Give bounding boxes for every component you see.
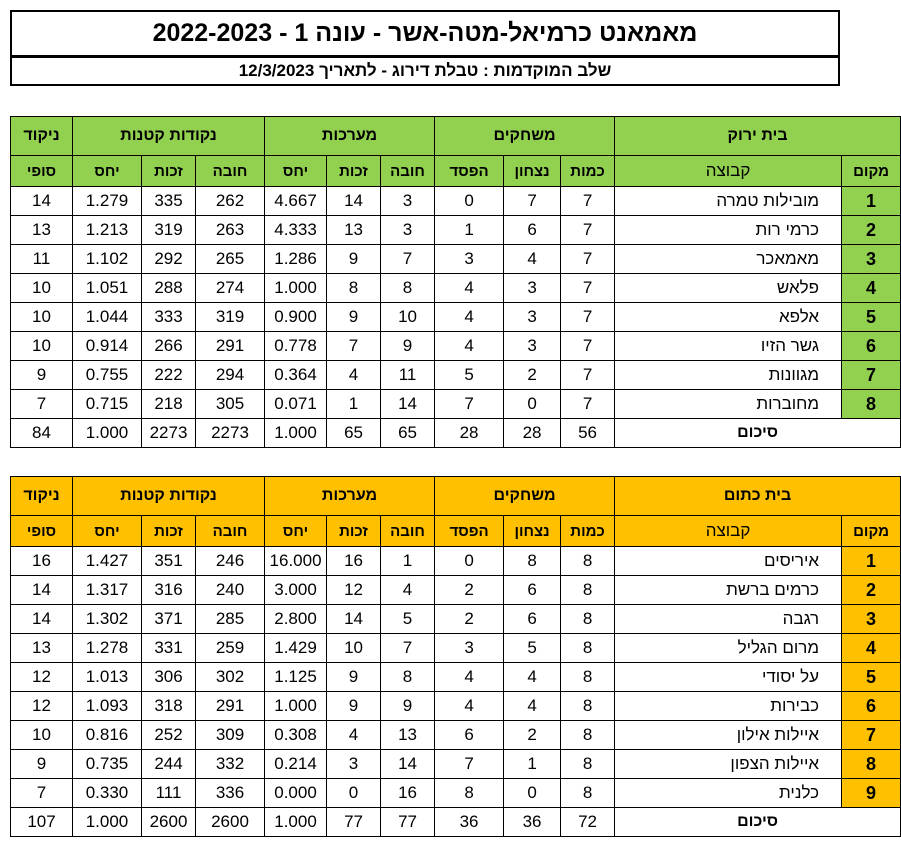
- team-name-cell: איריסים: [615, 547, 842, 576]
- points-lost-cell: 262: [196, 187, 265, 216]
- points-lost-cell: 259: [196, 634, 265, 663]
- points-ratio-header: יחס: [73, 516, 142, 547]
- small-points-header: נקודות קטנות: [73, 117, 265, 156]
- sets-ratio-cell: 0.000: [265, 779, 327, 808]
- sets-won-cell: 9: [327, 245, 381, 274]
- table-row: [11, 187, 901, 216]
- summary-sets-lost-cell: 65: [381, 419, 435, 448]
- losses-header: הפסד: [435, 516, 504, 547]
- sets-ratio-header: יחס: [265, 156, 327, 187]
- points-lost-cell: 285: [196, 605, 265, 634]
- played-cell: 7: [561, 332, 615, 361]
- table-row: [11, 721, 901, 750]
- wins-cell: 6: [504, 576, 561, 605]
- sets-ratio-cell: 0.778: [265, 332, 327, 361]
- points-won-cell: 244: [142, 750, 196, 779]
- points-won-cell: 218: [142, 390, 196, 419]
- summary-win-cell: 36: [504, 808, 561, 837]
- points-won-header: זכות: [142, 516, 196, 547]
- final-score-cell: 14: [11, 576, 73, 605]
- sets-ratio-cell: 0.214: [265, 750, 327, 779]
- rank-cell: 3: [842, 245, 901, 274]
- points-lost-cell: 240: [196, 576, 265, 605]
- sets-won-cell: 10: [327, 634, 381, 663]
- points-won-cell: 266: [142, 332, 196, 361]
- page-title: מאמאנט כרמיאל-מטה-אשר - עונה 1 - 2022-2023: [10, 10, 840, 57]
- points-ratio-cell: 0.715: [73, 390, 142, 419]
- table-row: [11, 274, 901, 303]
- summary-sets-won-cell: 65: [327, 419, 381, 448]
- played-header: כמות: [561, 156, 615, 187]
- losses-cell: 0: [435, 187, 504, 216]
- played-cell: 8: [561, 663, 615, 692]
- sets-ratio-cell: 1.000: [265, 274, 327, 303]
- sets-lost-cell: 3: [381, 216, 435, 245]
- points-ratio-cell: 1.213: [73, 216, 142, 245]
- summary-sets-ratio-cell: 1.000: [265, 808, 327, 837]
- wins-cell: 3: [504, 332, 561, 361]
- points-lost-cell: 294: [196, 361, 265, 390]
- sets-won-cell: 4: [327, 361, 381, 390]
- played-cell: 8: [561, 779, 615, 808]
- final-score-cell: 11: [11, 245, 73, 274]
- played-cell: 8: [561, 634, 615, 663]
- losses-cell: 3: [435, 634, 504, 663]
- wins-cell: 4: [504, 663, 561, 692]
- sets-lost-cell: 9: [381, 692, 435, 721]
- rank-cell: 4: [842, 634, 901, 663]
- sets-won-cell: 1: [327, 390, 381, 419]
- wins-cell: 6: [504, 216, 561, 245]
- team-name-cell: מובילות טמרה: [615, 187, 842, 216]
- points-won-cell: 288: [142, 274, 196, 303]
- played-cell: 8: [561, 547, 615, 576]
- sets-won-cell: 14: [327, 605, 381, 634]
- team-header: קבוצה: [615, 516, 842, 547]
- losses-cell: 4: [435, 303, 504, 332]
- played-cell: 7: [561, 390, 615, 419]
- summary-loss-cell: 28: [435, 419, 504, 448]
- played-cell: 7: [561, 245, 615, 274]
- sets-won-cell: 4: [327, 721, 381, 750]
- losses-cell: 2: [435, 576, 504, 605]
- summary-final-cell: 107: [11, 808, 73, 837]
- rank-cell: 7: [842, 721, 901, 750]
- points-ratio-cell: 1.302: [73, 605, 142, 634]
- table-row: [11, 779, 901, 808]
- final-score-cell: 10: [11, 274, 73, 303]
- points-ratio-cell: 1.279: [73, 187, 142, 216]
- points-won-cell: 252: [142, 721, 196, 750]
- points-lost-cell: 319: [196, 303, 265, 332]
- team-name-cell: על יסודי: [615, 663, 842, 692]
- small-points-header: נקודות קטנות: [73, 477, 265, 516]
- losses-header: הפסד: [435, 156, 504, 187]
- losses-cell: 0: [435, 547, 504, 576]
- played-header: כמות: [561, 516, 615, 547]
- summary-loss-cell: 36: [435, 808, 504, 837]
- sets-ratio-cell: 2.800: [265, 605, 327, 634]
- sets-lost-cell: 3: [381, 187, 435, 216]
- sets-lost-cell: 9: [381, 332, 435, 361]
- place-header: מקום: [842, 156, 901, 187]
- final-score-cell: 7: [11, 779, 73, 808]
- sets-lost-cell: 7: [381, 634, 435, 663]
- wins-cell: 8: [504, 547, 561, 576]
- sets-won-cell: 9: [327, 303, 381, 332]
- subheader-row: [11, 516, 901, 547]
- summary-played-cell: 56: [561, 419, 615, 448]
- summary-pts-ratio-cell: 1.000: [73, 419, 142, 448]
- summary-row: [11, 808, 901, 837]
- sets-lost-header: חובה: [381, 156, 435, 187]
- final-score-cell: 16: [11, 547, 73, 576]
- subheader-row: [11, 156, 901, 187]
- sets-won-cell: 8: [327, 274, 381, 303]
- wins-cell: 4: [504, 692, 561, 721]
- team-name-cell: כלנית: [615, 779, 842, 808]
- table-row: [11, 547, 901, 576]
- sets-ratio-cell: 0.071: [265, 390, 327, 419]
- team-name-cell: אלפא: [615, 303, 842, 332]
- points-lost-cell: 263: [196, 216, 265, 245]
- losses-cell: 5: [435, 361, 504, 390]
- points-ratio-cell: 0.816: [73, 721, 142, 750]
- table-row: [11, 245, 901, 274]
- sets-ratio-cell: 4.333: [265, 216, 327, 245]
- final-score-cell: 14: [11, 187, 73, 216]
- final-score-cell: 10: [11, 721, 73, 750]
- sets-ratio-cell: 4.667: [265, 187, 327, 216]
- played-cell: 7: [561, 303, 615, 332]
- team-name-cell: כרמי רות: [615, 216, 842, 245]
- points-ratio-cell: 0.914: [73, 332, 142, 361]
- points-ratio-cell: 1.278: [73, 634, 142, 663]
- losses-cell: 3: [435, 245, 504, 274]
- played-cell: 7: [561, 274, 615, 303]
- sets-ratio-cell: 1.000: [265, 692, 327, 721]
- played-cell: 8: [561, 750, 615, 779]
- header-row: [11, 117, 901, 156]
- summary-played-cell: 72: [561, 808, 615, 837]
- losses-cell: 8: [435, 779, 504, 808]
- final-score-cell: 12: [11, 692, 73, 721]
- played-cell: 7: [561, 361, 615, 390]
- sets-won-cell: 16: [327, 547, 381, 576]
- points-won-cell: 306: [142, 663, 196, 692]
- wins-cell: 3: [504, 274, 561, 303]
- sets-lost-cell: 4: [381, 576, 435, 605]
- final-score-header: ניקוד: [11, 477, 73, 516]
- summary-win-cell: 28: [504, 419, 561, 448]
- final-score-cell: 13: [11, 216, 73, 245]
- rank-cell: 2: [842, 216, 901, 245]
- summary-label: סיכום: [615, 808, 901, 837]
- sets-ratio-cell: 1.429: [265, 634, 327, 663]
- played-cell: 7: [561, 187, 615, 216]
- summary-sets-ratio-cell: 1.000: [265, 419, 327, 448]
- team-name-cell: מחוברות: [615, 390, 842, 419]
- table-row: [11, 303, 901, 332]
- rank-cell: 6: [842, 332, 901, 361]
- points-lost-cell: 302: [196, 663, 265, 692]
- points-lost-cell: 291: [196, 332, 265, 361]
- final-score-cell: 10: [11, 303, 73, 332]
- rank-cell: 8: [842, 750, 901, 779]
- summary-pts-won-cell: 2273: [142, 419, 196, 448]
- points-won-cell: 316: [142, 576, 196, 605]
- team-name-cell: מגוונות: [615, 361, 842, 390]
- wins-header: נצחון: [504, 516, 561, 547]
- summary-pts-lost-cell: 2600: [196, 808, 265, 837]
- sets-ratio-cell: 0.900: [265, 303, 327, 332]
- final-score-cell: 10: [11, 332, 73, 361]
- points-ratio-cell: 0.755: [73, 361, 142, 390]
- points-lost-cell: 274: [196, 274, 265, 303]
- losses-cell: 4: [435, 692, 504, 721]
- sets-lost-cell: 14: [381, 750, 435, 779]
- house-title: בית כתום: [615, 477, 901, 516]
- points-lost-cell: 291: [196, 692, 265, 721]
- final-score-cell: 7: [11, 390, 73, 419]
- wins-header: נצחון: [504, 156, 561, 187]
- points-ratio-cell: 1.044: [73, 303, 142, 332]
- final-score-cell: 9: [11, 750, 73, 779]
- wins-cell: 1: [504, 750, 561, 779]
- points-lost-header: חובה: [196, 516, 265, 547]
- place-header: מקום: [842, 516, 901, 547]
- table-row: [11, 634, 901, 663]
- points-ratio-cell: 1.102: [73, 245, 142, 274]
- final-score-cell: 9: [11, 361, 73, 390]
- rank-cell: 5: [842, 303, 901, 332]
- rank-cell: 4: [842, 274, 901, 303]
- table-row: [11, 390, 901, 419]
- sets-lost-cell: 11: [381, 361, 435, 390]
- house-title: בית ירוק: [615, 117, 901, 156]
- points-won-cell: 319: [142, 216, 196, 245]
- played-cell: 8: [561, 576, 615, 605]
- wins-cell: 5: [504, 634, 561, 663]
- summary-row: [11, 419, 901, 448]
- rank-cell: 1: [842, 547, 901, 576]
- sets-lost-cell: 5: [381, 605, 435, 634]
- summary-label: סיכום: [615, 419, 901, 448]
- team-name-cell: כרמים ברשת: [615, 576, 842, 605]
- sets-ratio-cell: 3.000: [265, 576, 327, 605]
- points-lost-cell: 332: [196, 750, 265, 779]
- points-won-cell: 222: [142, 361, 196, 390]
- played-cell: 8: [561, 692, 615, 721]
- points-won-header: זכות: [142, 156, 196, 187]
- points-lost-cell: 265: [196, 245, 265, 274]
- team-name-cell: פלאש: [615, 274, 842, 303]
- wins-cell: 0: [504, 390, 561, 419]
- team-name-cell: מרום הגליל: [615, 634, 842, 663]
- losses-cell: 7: [435, 750, 504, 779]
- points-lost-cell: 246: [196, 547, 265, 576]
- table-row: [11, 332, 901, 361]
- points-ratio-cell: 1.051: [73, 274, 142, 303]
- rank-cell: 6: [842, 692, 901, 721]
- page-subtitle: שלב המוקדמות : טבלת דירוג - לתאריך 12/3/2023: [10, 56, 840, 86]
- final-score-subheader: סופי: [11, 516, 73, 547]
- wins-cell: 2: [504, 361, 561, 390]
- sets-ratio-cell: 0.364: [265, 361, 327, 390]
- sets-lost-cell: 14: [381, 390, 435, 419]
- points-ratio-cell: 0.735: [73, 750, 142, 779]
- sets-won-cell: 12: [327, 576, 381, 605]
- sets-lost-cell: 1: [381, 547, 435, 576]
- summary-pts-lost-cell: 2273: [196, 419, 265, 448]
- points-ratio-cell: 0.330: [73, 779, 142, 808]
- sets-won-header: זכות: [327, 516, 381, 547]
- table-row: [11, 663, 901, 692]
- games-header: משחקים: [435, 477, 615, 516]
- sets-won-cell: 13: [327, 216, 381, 245]
- sets-ratio-cell: 0.308: [265, 721, 327, 750]
- sets-lost-cell: 16: [381, 779, 435, 808]
- team-name-cell: כבירות: [615, 692, 842, 721]
- rank-cell: 5: [842, 663, 901, 692]
- losses-cell: 4: [435, 274, 504, 303]
- sets-header: מערכות: [265, 477, 435, 516]
- games-header: משחקים: [435, 117, 615, 156]
- rank-cell: 9: [842, 779, 901, 808]
- team-name-cell: רגבה: [615, 605, 842, 634]
- table-row: [11, 576, 901, 605]
- team-name-cell: מאמאכר: [615, 245, 842, 274]
- header-row: [11, 477, 901, 516]
- sets-won-header: זכות: [327, 156, 381, 187]
- points-won-cell: 335: [142, 187, 196, 216]
- final-score-cell: 12: [11, 663, 73, 692]
- sets-ratio-cell: 1.286: [265, 245, 327, 274]
- sets-won-cell: 0: [327, 779, 381, 808]
- sets-lost-header: חובה: [381, 516, 435, 547]
- final-score-cell: 14: [11, 605, 73, 634]
- points-won-cell: 331: [142, 634, 196, 663]
- sets-lost-cell: 10: [381, 303, 435, 332]
- table-row: [11, 361, 901, 390]
- sets-lost-cell: 7: [381, 245, 435, 274]
- points-lost-header: חובה: [196, 156, 265, 187]
- summary-sets-won-cell: 77: [327, 808, 381, 837]
- played-cell: 8: [561, 721, 615, 750]
- sets-header: מערכות: [265, 117, 435, 156]
- sets-won-cell: 9: [327, 692, 381, 721]
- summary-pts-ratio-cell: 1.000: [73, 808, 142, 837]
- points-ratio-cell: 1.093: [73, 692, 142, 721]
- summary-final-cell: 84: [11, 419, 73, 448]
- losses-cell: 6: [435, 721, 504, 750]
- table-row: [11, 216, 901, 245]
- points-ratio-header: יחס: [73, 156, 142, 187]
- final-score-subheader: סופי: [11, 156, 73, 187]
- rank-cell: 3: [842, 605, 901, 634]
- sets-won-cell: 14: [327, 187, 381, 216]
- sets-ratio-cell: 16.000: [265, 547, 327, 576]
- points-won-cell: 318: [142, 692, 196, 721]
- wins-cell: 6: [504, 605, 561, 634]
- points-lost-cell: 309: [196, 721, 265, 750]
- team-name-cell: איילות אילון: [615, 721, 842, 750]
- wins-cell: 7: [504, 187, 561, 216]
- wins-cell: 4: [504, 245, 561, 274]
- losses-cell: 7: [435, 390, 504, 419]
- sets-lost-cell: 8: [381, 663, 435, 692]
- team-name-cell: איילות הצפון: [615, 750, 842, 779]
- sets-ratio-header: יחס: [265, 516, 327, 547]
- sets-won-cell: 9: [327, 663, 381, 692]
- points-ratio-cell: 1.427: [73, 547, 142, 576]
- sets-ratio-cell: 1.125: [265, 663, 327, 692]
- points-ratio-cell: 1.013: [73, 663, 142, 692]
- final-score-header: ניקוד: [11, 117, 73, 156]
- summary-pts-won-cell: 2600: [142, 808, 196, 837]
- orange-house-table: [10, 476, 901, 837]
- table-row: [11, 750, 901, 779]
- team-name-cell: גשר הזיו: [615, 332, 842, 361]
- wins-cell: 3: [504, 303, 561, 332]
- table-row: [11, 605, 901, 634]
- final-score-cell: 13: [11, 634, 73, 663]
- points-lost-cell: 336: [196, 779, 265, 808]
- played-cell: 8: [561, 605, 615, 634]
- points-won-cell: 111: [142, 779, 196, 808]
- table-row: [11, 692, 901, 721]
- sets-lost-cell: 13: [381, 721, 435, 750]
- wins-cell: 2: [504, 721, 561, 750]
- points-lost-cell: 305: [196, 390, 265, 419]
- losses-cell: 2: [435, 605, 504, 634]
- losses-cell: 4: [435, 332, 504, 361]
- points-won-cell: 371: [142, 605, 196, 634]
- rank-cell: 7: [842, 361, 901, 390]
- losses-cell: 4: [435, 663, 504, 692]
- sets-won-cell: 7: [327, 332, 381, 361]
- points-ratio-cell: 1.317: [73, 576, 142, 605]
- points-won-cell: 351: [142, 547, 196, 576]
- rank-cell: 2: [842, 576, 901, 605]
- losses-cell: 1: [435, 216, 504, 245]
- green-house-table: [10, 116, 901, 448]
- wins-cell: 0: [504, 779, 561, 808]
- played-cell: 7: [561, 216, 615, 245]
- points-won-cell: 292: [142, 245, 196, 274]
- rank-cell: 8: [842, 390, 901, 419]
- rank-cell: 1: [842, 187, 901, 216]
- points-won-cell: 333: [142, 303, 196, 332]
- summary-sets-lost-cell: 77: [381, 808, 435, 837]
- sets-lost-cell: 8: [381, 274, 435, 303]
- team-header: קבוצה: [615, 156, 842, 187]
- sets-won-cell: 3: [327, 750, 381, 779]
